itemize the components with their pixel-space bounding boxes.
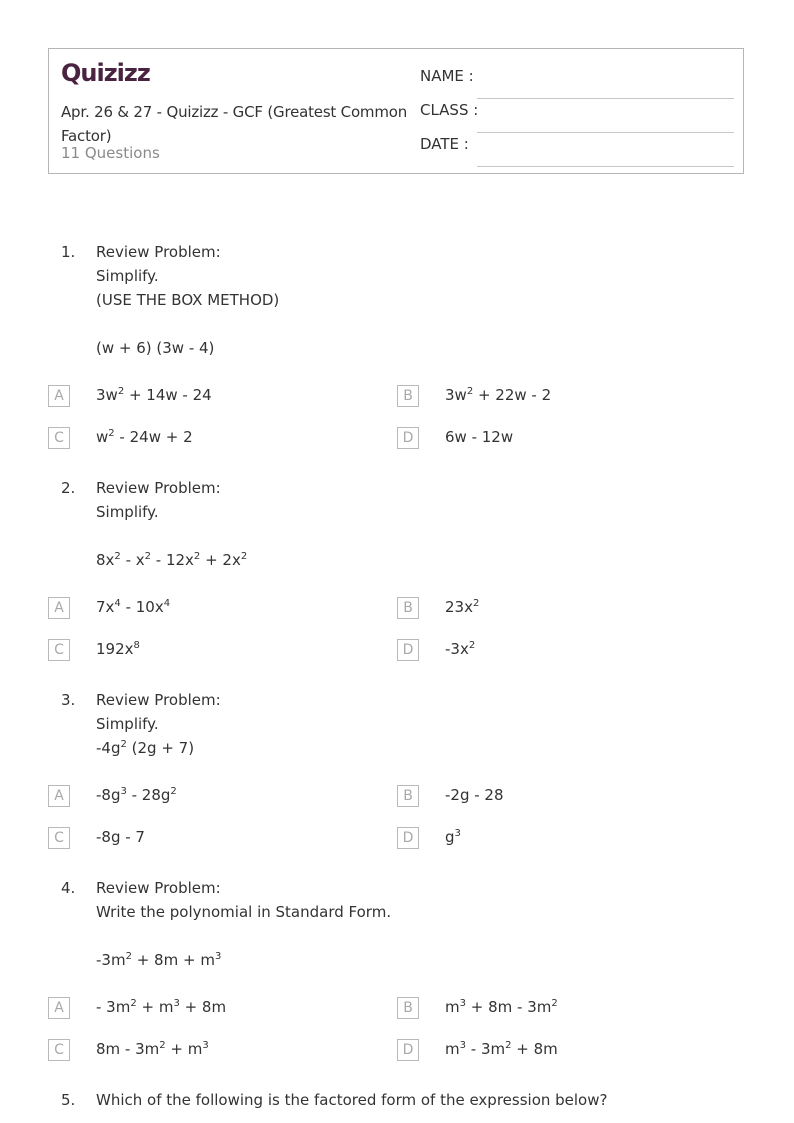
question-text — [96, 688, 736, 760]
question-line: (USE THE BOX METHOD) — [96, 291, 280, 309]
option-letter-box[interactable]: D — [397, 827, 419, 849]
option-letter-box[interactable]: C — [48, 427, 70, 449]
question-number: 2. — [61, 479, 76, 497]
question-line: Simplify. — [96, 267, 159, 285]
option-text: $-8g^3 - 28g^2$ — [96, 786, 177, 804]
option-letter-box[interactable]: A — [48, 785, 70, 807]
svg-text:Quizizz: Quizizz — [61, 59, 150, 87]
date-field[interactable] — [420, 135, 734, 159]
question-count: 11 Questions — [61, 144, 160, 162]
option-text: $-3x^2$ — [445, 640, 476, 658]
option-text: $192x^8$ — [96, 640, 140, 658]
option-letter-box[interactable]: B — [397, 785, 419, 807]
question-text — [96, 876, 736, 972]
date-label: DATE : — [420, 135, 469, 153]
worksheet-title: Apr. 26 & 27 - Quizizz - GCF (Greatest Common Factor) — [61, 103, 408, 145]
question-text — [96, 240, 736, 360]
class-field[interactable] — [420, 101, 734, 125]
question-number: 3. — [61, 691, 76, 709]
question-line: $8x^2 - x^2 - 12x^2 + 2x^2$ — [96, 551, 248, 569]
question-line — [96, 312, 736, 336]
option-text: -8g - 7 — [96, 828, 145, 846]
question-number: 4. — [61, 879, 76, 897]
option-text: 6w - 12w — [445, 428, 514, 446]
question-line: Simplify. — [96, 503, 159, 521]
option-text: $w^2 - 24w + 2$ — [96, 428, 193, 446]
option-text: $23x^2$ — [445, 598, 480, 616]
name-line[interactable] — [477, 98, 734, 99]
option-text: - $3m^2 + m^3 + 8m$ — [96, 998, 227, 1016]
class-label: CLASS : — [420, 101, 479, 119]
option-text: $m^3 - 3m^2 + 8m$ — [445, 1040, 558, 1058]
question-line: Review Problem: — [96, 691, 221, 709]
option-letter-box[interactable]: B — [397, 597, 419, 619]
question-line: Review Problem: — [96, 243, 221, 261]
worksheet-header — [48, 48, 744, 174]
question-line: (w + 6) (3w - 4) — [96, 339, 215, 357]
question-line: $-4g^2$ (2g + 7) — [96, 739, 195, 757]
question-line: Review Problem: — [96, 879, 221, 897]
class-line[interactable] — [477, 132, 734, 133]
option-letter-box[interactable]: B — [397, 385, 419, 407]
option-letter-box[interactable]: D — [397, 427, 419, 449]
option-letter-box[interactable]: B — [397, 997, 419, 1019]
question-line: Review Problem: — [96, 479, 221, 497]
question-line: Simplify. — [96, 715, 159, 733]
question-number: 5. — [61, 1091, 76, 1109]
option-text: $g^3$ — [445, 828, 461, 846]
option-text: -2g - 28 — [445, 786, 504, 804]
option-letter-box[interactable]: C — [48, 639, 70, 661]
option-letter-box[interactable]: D — [397, 1039, 419, 1061]
name-field[interactable] — [420, 67, 734, 91]
option-text: $3w^2 + 14w - 24$ — [96, 386, 212, 404]
date-line[interactable] — [477, 166, 734, 167]
question-number: 1. — [61, 243, 76, 261]
question-line: Write the polynomial in Standard Form. — [96, 903, 392, 921]
option-letter-box[interactable]: A — [48, 385, 70, 407]
option-letter-box[interactable]: C — [48, 1039, 70, 1061]
option-letter-box[interactable]: A — [48, 597, 70, 619]
quizizz-logo — [61, 57, 153, 87]
option-text: $8m - 3m^2 + m^3$ — [96, 1040, 209, 1058]
option-text: $7x^4 - 10x^4$ — [96, 598, 171, 616]
question-text — [96, 476, 736, 572]
question-text — [96, 1088, 736, 1112]
question-line — [96, 524, 736, 548]
option-text: $3w^2 + 22w - 2$ — [445, 386, 552, 404]
question-line — [96, 924, 736, 948]
name-label: NAME : — [420, 67, 474, 85]
option-letter-box[interactable]: D — [397, 639, 419, 661]
option-letter-box[interactable]: C — [48, 827, 70, 849]
question-line: $-3m^2 + 8m + m^3$ — [96, 951, 222, 969]
option-text: $m^3 + 8m - 3m^2$ — [445, 998, 558, 1016]
question-line: Which of the following is the factored form of the expression below? — [96, 1091, 608, 1109]
option-letter-box[interactable]: A — [48, 997, 70, 1019]
